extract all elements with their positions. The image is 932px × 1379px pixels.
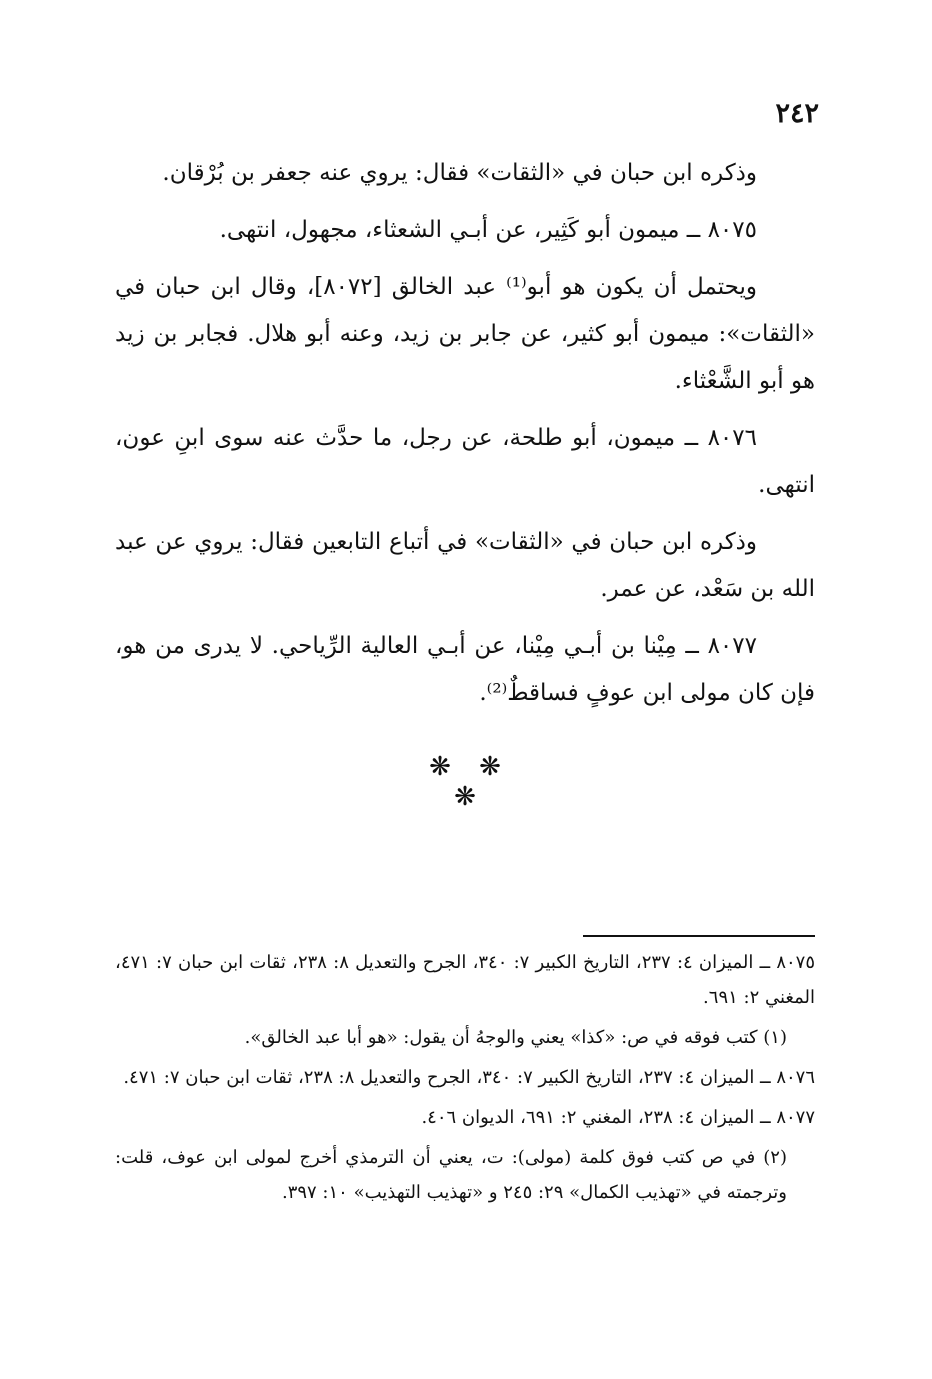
entry-8075: ٨٠٧٥ ــ ميمون أبو كَثِير، عن أبـي الشعثاء، مجهول، انتهى.: [219, 217, 757, 243]
footnote-8077: ٨٠٧٧ ــ الميزان ٤: ٢٣٨، المغني ٢: ٦٩١، الديوان ٤٠٦.: [421, 1107, 815, 1128]
footnote-divider: [583, 935, 815, 937]
entry-8076: ٨٠٧٦ ــ ميمون، أبو طلحة، عن رجل، ما حدَّث عنه سوى ابنِ عون، انتهى.: [115, 425, 815, 498]
footnote-8076: ٨٠٧٦ ــ الميزان ٤: ٢٣٧، التاريخ الكبير ٧: ٣٤٠، الجرح والتعديل ٨: ٢٣٨، ثقات ابن حبان ٧: ٤٧١.: [123, 1067, 815, 1088]
page-number: ٢٤٢: [775, 98, 819, 129]
footnote-2: (٢) في ص كتب فوق كلمة (مولى): ت، يعني أن الترمذي أخرج لمولى ابن عوف، قلت: وترجمته في «تهذيب الكمال» ٢٩: ٢٤٥ و «تهذيب التهذيب» ١٠: ٣٩٧.: [115, 1147, 787, 1203]
footnote-1: (١) كتب فوقه في ص: «كذا» يعني والوجهُ أن يقول: «هو أبا عبد الخالق».: [244, 1027, 787, 1048]
paragraph-1: وذكره ابن حبان في «الثقات» فقال: يروي عنه جعفر بن بُرْقان.: [162, 160, 757, 186]
footnotes: [115, 945, 815, 1210]
entry-8077: ٨٠٧٧ ــ مِيْنا بن أبـي مِيْنا، عن أبـي العالية الرِّياحي. لا يدرى من هو، فإن كان مولى ابن عوفٍ فساقطٌ⁽²⁾.: [115, 633, 815, 706]
paragraph-3: ويحتمل أن يكون هو أبو⁽¹⁾ عبد الخالق [٨٠٧٢]، وقال ابن حبان في «الثقات»: ميمون أبو كثير، عن جابر بن زيد، وعنه أبو هلال. فجابر بن زيد هو أبو الشَّعْثاء.: [115, 274, 815, 394]
paragraph-5: وذكره ابن حبان في «الثقات» في أتباع التابعين فقال: يروي عن عبد الله بن سَعْد، عن عمر.: [115, 529, 815, 602]
footnote-8075: ٨٠٧٥ ــ الميزان ٤: ٢٣٧، التاريخ الكبير ٧: ٣٤٠، الجرح والتعديل ٨: ٢٣٨، ثقات ابن حبان ٧: ٤٧١، المغني ٢: ٦٩١.: [115, 952, 815, 1008]
section-separator: ❋ ❋ ❋: [429, 752, 511, 812]
main-text: [115, 150, 815, 717]
